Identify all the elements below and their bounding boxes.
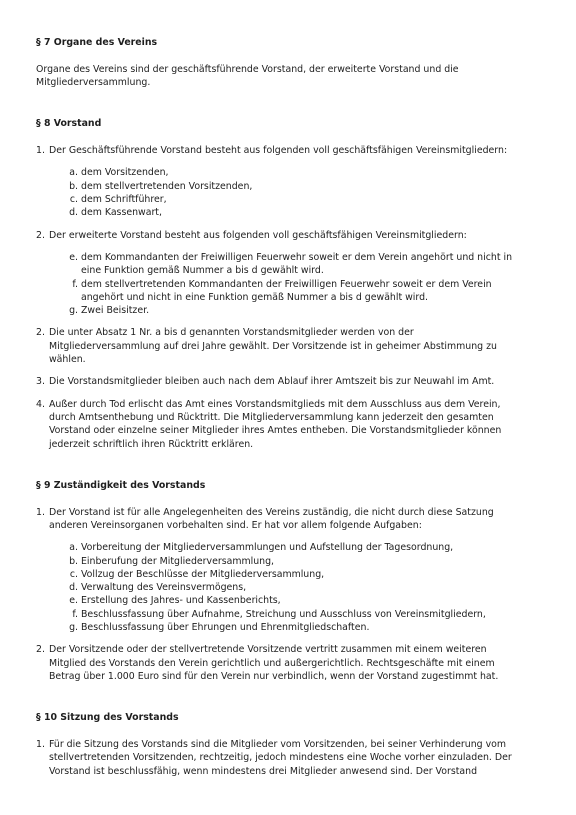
sub-item-letter: g. [69, 622, 78, 633]
text-line: dem Vorsitzenden, [81, 167, 169, 179]
text-line: Zwei Beisitzer. [81, 305, 150, 317]
text-line: wählen. [49, 354, 86, 366]
sub-item-letter: a. [69, 542, 78, 554]
sub-list-item [66, 568, 494, 581]
sub-list [49, 251, 512, 317]
sub-list [49, 541, 494, 634]
text-line: Der Vorsitzende oder der stellvertretende Vorsitzende vertritt zusammen mit einem weiteren [49, 644, 487, 656]
sub-item-letter: a. [69, 167, 78, 179]
text-line: Der erweiterte Vorstand besteht aus folgenden voll geschäftsfähigen Vereinsmitgliedern: [49, 229, 467, 241]
text-line: dem stellvertretenden Kommandanten der Freiwilligen Feuerwehr soweit er dem Verein [81, 278, 492, 290]
sub-item-letter: f. [72, 278, 78, 290]
item-body [49, 506, 494, 635]
sub-item-letter: f. [72, 608, 78, 620]
item-body [49, 398, 501, 451]
item-body [49, 326, 497, 366]
sub-item-letter: b. [69, 180, 78, 192]
sub-list-item [66, 581, 494, 594]
item-body [49, 375, 494, 388]
section-heading: § 7 Organe des Vereins [36, 37, 158, 48]
item-body [49, 229, 512, 318]
text-line: Erstellung des Jahres- und Kassenberichts, [81, 595, 281, 607]
text-line: Vorstand ist beschlussfähig, wenn mindestens drei Mitglieder anwesend sind. Der Vorstand [49, 765, 478, 777]
text-line: Mitgliederversammlung auf drei Jahre gewählt. Der Vorsitzende ist in geheimer Abstimmung zu [49, 340, 497, 352]
section-heading: § 9 Zuständigkeit des Vorstands [36, 479, 206, 491]
text-line: Betrag über 1.000 Euro sind für den Verein nur verbindlich, wenn der Vorstand zugestimmt hat. [49, 670, 499, 682]
text-line: stellvertretenden Vorsitzenden, rechtzeitig, jedoch mindestens eine Woche vorher einzuladen. Der [49, 752, 512, 764]
text-line: Mitglied des Vorstands den Verein gerichtlich und außergerichtlich. Rechtsgeschäfte mit einem [49, 657, 495, 669]
sub-list-item [66, 180, 507, 193]
sub-list-item [66, 608, 494, 621]
list-item [36, 506, 576, 635]
sub-list-item [66, 251, 512, 278]
sub-item-letter: b. [69, 555, 78, 567]
text-line: Die unter Absatz 1 Nr. a bis d genannten Vorstandsmitglieder werden von der [49, 327, 414, 339]
text-line: Der Geschäftsführende Vorstand besteht aus folgenden voll geschäftsfähigen Vereinsmitgliedern: [49, 145, 508, 157]
sub-item-letter: d. [69, 207, 78, 219]
sub-list-item [66, 206, 507, 219]
list-item [36, 398, 576, 451]
text-line: Für die Sitzung des Vorstands sind die Mitglieder vom Vorsitzenden, bei seiner Verhinderung vom [49, 738, 506, 750]
text-line: Der Vorstand ist für alle Angelegenheiten des Vereins zuständig, die nicht durch diese Satzung [49, 506, 494, 518]
item-body [49, 643, 498, 683]
item-number: 1. [36, 506, 45, 518]
section-heading: § 10 Sitzung des Vorstands [36, 712, 179, 724]
text-line: angehört und nicht in eine Funktion gemäß Nummer a bis d gewählt wird. [81, 291, 429, 303]
item-number: 1. [36, 145, 45, 157]
list-item [36, 643, 576, 683]
sub-item-letter: c. [69, 194, 78, 206]
text-line: dem stellvertretenden Vorsitzenden, [81, 180, 253, 192]
text-line: durch Amtsenthebung und Rücktritt. Die Mitgliederversammlung kann jederzeit den gesamten [49, 411, 494, 423]
item-number: 3. [36, 376, 45, 388]
text-line: jederzeit schriftlich ihren Rücktritt erklären. [49, 438, 254, 450]
sub-list-item [66, 304, 512, 317]
list-item [36, 326, 576, 366]
text-line: Beschlussfassung über Aufnahme, Streichung und Ausschluss von Vereinsmitgliedern, [81, 608, 486, 620]
item-body [49, 738, 512, 778]
text-line: eine Funktion gemäß Nummer a bis d gewählt wird. [81, 265, 324, 277]
text-line: anderen Vereinsorganen vorbehalten sind. Er hat vor allem folgende Aufgaben: [49, 519, 422, 531]
item-number: 4. [36, 398, 45, 410]
sub-item-letter: e. [69, 251, 78, 263]
text-line: Verwaltung des Vereinsvermögens, [81, 582, 247, 594]
sub-list-item [66, 594, 494, 607]
text-line: Beschlussfassung über Ehrungen und Ehrenmitgliedschaften. [81, 622, 370, 633]
sub-list [49, 166, 507, 219]
text-line: dem Kommandanten der Freiwilligen Feuerwehr soweit er dem Verein angehört und nicht in [81, 251, 513, 263]
text-line: Vorbereitung der Mitgliederversammlungen und Aufstellung der Tagesordnung, [81, 542, 454, 554]
sub-list-item [66, 193, 507, 206]
list-item [36, 229, 576, 318]
sub-item-letter: d. [69, 582, 78, 594]
text-line: Mitgliederversammlung. [36, 77, 151, 89]
list-item [36, 738, 576, 778]
sub-list-item [66, 166, 507, 179]
item-number: 2. [36, 229, 45, 241]
item-number: 2. [36, 327, 45, 339]
sub-list-item [66, 541, 494, 554]
text-line: Die Vorstandsmitglieder bleiben auch nach dem Ablauf ihrer Amtszeit bis zur Neuwahl im Amt. [49, 376, 495, 388]
sub-item-letter: e. [69, 595, 78, 607]
item-number: 1. [36, 738, 45, 750]
sub-list-item [66, 621, 494, 634]
sub-list-item [66, 555, 494, 568]
text-line: dem Schriftführer, [81, 194, 167, 206]
item-number: 2. [36, 644, 45, 656]
sub-item-letter: g. [69, 305, 78, 317]
text-line: Vorstand oder einzelne seiner Mitglieder ihres Amtes entheben. Die Vorstandsmitglieder können [49, 425, 502, 437]
list-item [36, 375, 576, 388]
text-line: Organe des Vereins sind der geschäftsführende Vorstand, der erweiterte Vorstand und die [36, 63, 459, 75]
sub-item-letter: c. [69, 568, 78, 580]
section-heading: § 8 Vorstand [36, 118, 102, 130]
text-line: Außer durch Tod erlischt das Amt eines Vorstandsmitglieds mit dem Ausschluss aus dem Verein, [49, 398, 501, 410]
list-item [36, 144, 576, 219]
text-line: Einberufung der Mitgliederversammlung, [81, 555, 275, 567]
sub-list-item [66, 278, 512, 305]
item-body [49, 144, 507, 219]
section-paragraph [36, 63, 576, 90]
text-line: Vollzug der Beschlüsse der Mitgliederversammlung, [81, 568, 325, 580]
text-line: dem Kassenwart, [81, 207, 162, 219]
